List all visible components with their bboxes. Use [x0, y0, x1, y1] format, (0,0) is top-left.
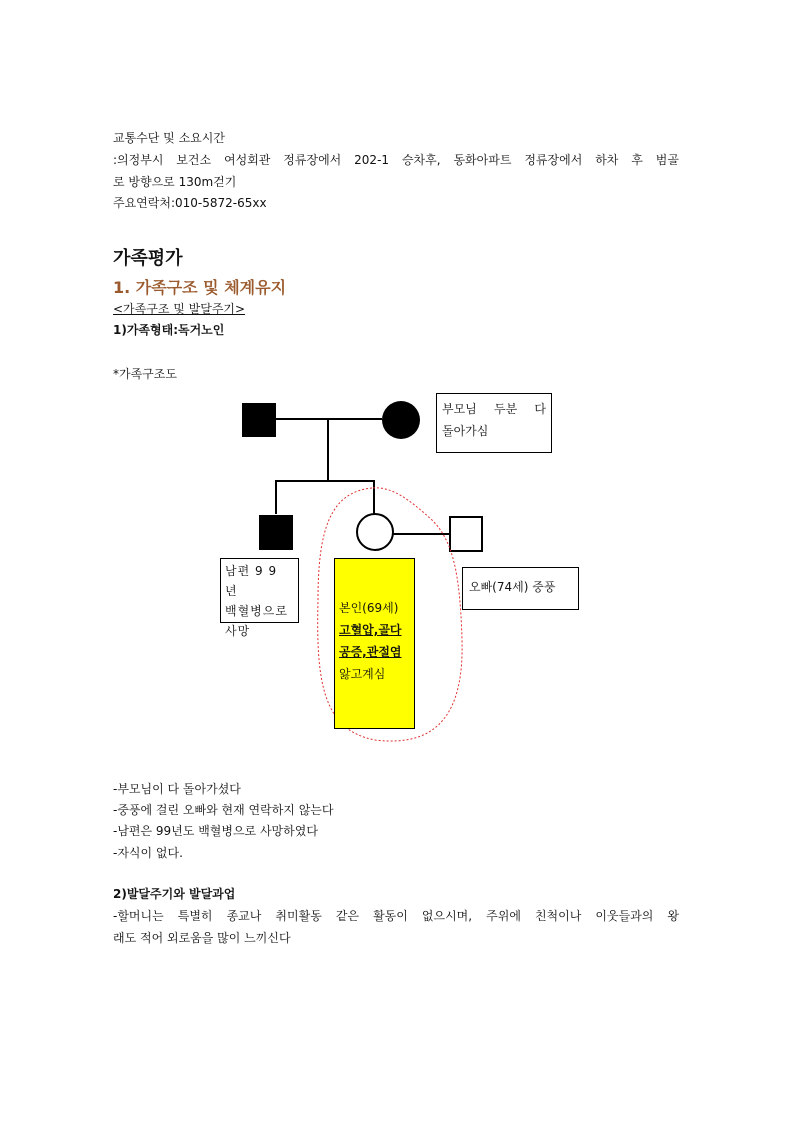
self-symbol — [357, 514, 393, 550]
self-note-line3: 공증,관절염 — [339, 645, 402, 659]
transport-heading: 교통수단 및 소요시간 — [113, 131, 225, 145]
self-note-line2: 고혈압,골다 — [339, 623, 402, 637]
brother-note: 오빠(74세) 중풍 — [462, 567, 579, 610]
husband-note — [220, 558, 299, 638]
brother-symbol — [259, 515, 293, 550]
parents-note-line2: 돌아가심 — [442, 424, 489, 438]
self-note-line1: 본인(69세) — [339, 601, 399, 615]
husband-note-line2: 백혈병으로 — [225, 604, 288, 618]
development-line2: 래도 적어 외로움을 많이 느끼신다 — [113, 931, 291, 945]
father-symbol — [242, 403, 276, 437]
parents-note — [436, 393, 552, 453]
section-subtitle: 1. 가족구조 및 체계유지 — [113, 278, 287, 297]
husband-note-line1: 남편 9 9 년 — [225, 564, 278, 598]
mother-symbol — [382, 401, 420, 439]
note-item: -중풍에 걸린 오빠와 현재 연락하지 않는다 — [113, 803, 334, 817]
husband-note-line3: 사망 — [225, 624, 251, 638]
family-type: 1)가족형태:독거노인 — [113, 323, 225, 337]
note-item: -남편은 99년도 백혈병으로 사망하였다 — [113, 824, 318, 838]
development-heading: 2)발달주기와 발달과업 — [113, 887, 236, 901]
husband-symbol — [450, 517, 482, 551]
section-title: 가족평가 — [113, 248, 183, 269]
self-note-line4: 앓고계심 — [339, 667, 386, 681]
sub-heading: <가족구조 및 발달주기> — [113, 302, 246, 316]
note-item: -자식이 없다. — [113, 846, 183, 860]
self-note — [334, 558, 415, 729]
parents-note-line1: 부모님 두분 다 — [442, 402, 546, 416]
genogram-label: *가족구조도 — [113, 367, 177, 381]
note-item: -부모님이 다 돌아가셨다 — [113, 782, 241, 796]
development-line1: -할머니는 특별히 종교나 취미활동 같은 활동이 없으시며, 주위에 친척이나 이웃들과의 왕 — [113, 909, 679, 923]
contact-number: 주요연락처:010-5872-65xx — [113, 196, 267, 210]
transport-route-line2: 로 방향으로 130m걷기 — [113, 175, 237, 189]
transport-route-line1: :의정부시 보건소 여성회관 정류장에서 202-1 승차후, 동화아파트 정류장에서 하차 후 범골 — [113, 153, 679, 167]
